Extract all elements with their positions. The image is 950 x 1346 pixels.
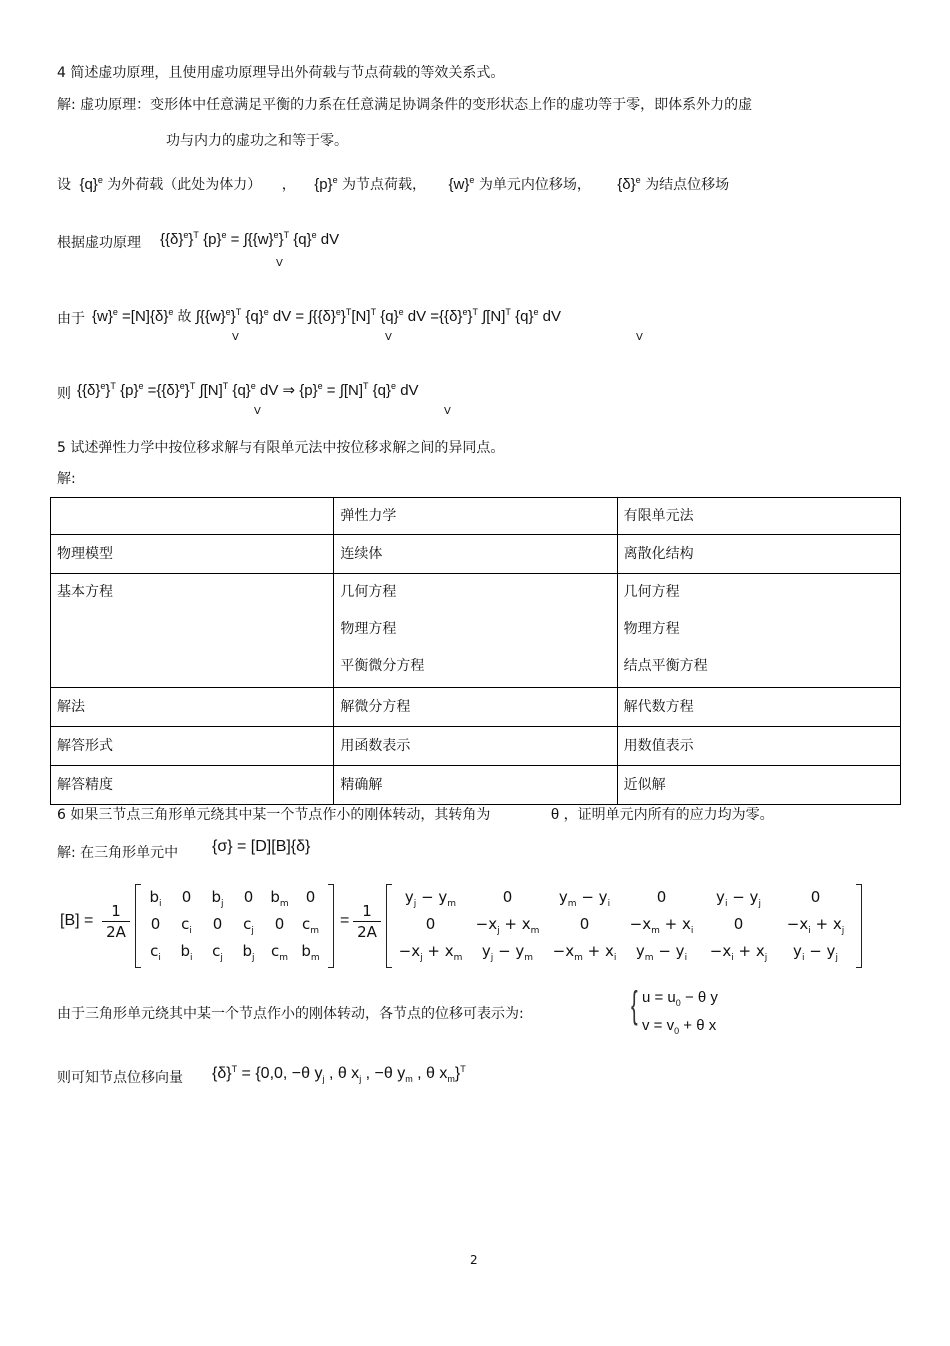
matrix-cell: $-x_j + x_m$ [398, 942, 463, 963]
w-label: 为单元内位移场， [478, 177, 591, 193]
table-row [51, 766, 901, 805]
q6-answer-prefix: 解: 在三角形单元中 [57, 845, 179, 861]
q6-answer-line [57, 842, 178, 862]
row-label: 解法 [51, 688, 334, 727]
elastic-cell: 用函数表示 [334, 727, 617, 766]
u-equation: $u = u_0 - \theta$ y [642, 989, 718, 1008]
matrix-cell: 0 [733, 915, 744, 933]
matrix-cell: $c_m$ [301, 915, 320, 936]
matrix-cell: $y_j - y_m$ [404, 888, 457, 909]
table-header-row [51, 498, 901, 535]
d-label: 为结点位移场 [645, 177, 730, 193]
frac-num: 1 [111, 902, 121, 920]
row-label: 物理模型 [51, 535, 334, 574]
q5-title: 5 试述弹性力学中按位移求解与有限单元法中按位移求解之间的异同点。 [57, 440, 505, 456]
matrix-cell: $c_i$ [181, 915, 192, 936]
fraction-2 [353, 902, 381, 941]
table-row [51, 688, 901, 727]
matrix-cell: $y_m - y_i$ [635, 942, 688, 963]
virtual-work-line [57, 232, 141, 252]
q4-answer-line1: 解: 虚功原理：变形体中任意满足平衡的力系在任意满足协调条件的变形状态上作的虚功等于零，即体系外力的虚 [57, 97, 753, 113]
table-header-cell: 有限单元法 [617, 498, 900, 535]
then-equation: $\{\{\delta\}^e\}^T$ $\{p\}^e =\{\{\delta\}^e\}^T$ $\int[N]^T$ $\{q\}^e$ dV ⇒ $\{p\}^e = \int[N]^T$ $\{q\}^e$ dV [77, 381, 419, 399]
fem-cell: 结点平衡方程 [623, 658, 708, 674]
fem-cell: 解代数方程 [617, 688, 900, 727]
vector-equation: $\{\delta\}^T = \{0,0$, −θ $y_j$ , θ $x_j$ , −θ $y_m$ , θ $x_m\}^T$ [212, 1064, 466, 1084]
matrix-cell: $b_j$ [242, 942, 255, 963]
theta-symbol: θ [550, 806, 560, 823]
matrix-cell: $y_i - y_j$ [793, 942, 838, 963]
matrix-cell: 0 [425, 915, 436, 933]
matrix-cell: 0 [656, 888, 667, 906]
elastic-cell: 几何方程 [340, 584, 397, 600]
table-header-cell [51, 498, 334, 535]
matrix-cell: $y_j - y_m$ [481, 942, 534, 963]
therefore-word: 故 [177, 308, 192, 324]
matrix-cell: $-x_i + x_j$ [786, 915, 845, 936]
fem-cell: 用数值表示 [617, 727, 900, 766]
fraction-1 [102, 902, 130, 941]
matrix-cell: $c_m$ [270, 942, 289, 963]
fem-cell: 物理方程 [623, 621, 680, 637]
q-label: 为外荷载（此处为体力） [107, 177, 262, 193]
b-lhs: [B] = [60, 912, 94, 929]
set-prefix: 设 [57, 177, 71, 193]
row-label: 解答形式 [51, 727, 334, 766]
matrix-cell: 0 [502, 888, 513, 906]
row-label: 解答精度 [51, 766, 334, 805]
then-prefix: 则 [57, 386, 71, 402]
q6-title [57, 804, 774, 824]
vec-text: 则可知节点位移向量 [57, 1070, 183, 1086]
table-header-cell: 弹性力学 [334, 498, 617, 535]
q6-title-part-b: ，证明单元内所有的应力均为零。 [563, 807, 774, 823]
elastic-cell: 物理方程 [340, 621, 397, 637]
right-bracket [856, 884, 862, 968]
disp-text: 由于三角形单元绕其中某一个节点作小的刚体转动，各节点的位移可表示为: [57, 1006, 524, 1022]
matrix-cell: $c_j$ [243, 915, 254, 936]
since-equation: $\{w\}^e =[N]\{\delta\}^e$ 故 $\int\{\{w\}^e\}^T$ $\{q\}^e$ dV = $\int\{\{\delta\}^e\}^T[N]^T$ $\{q\}^e$ dV $=\{\{\delta\}^e\}^T$ $\int[N]^T$ $\{q\}^e$ dV [92, 307, 561, 325]
equals-sign: = [340, 912, 350, 929]
matrix-cell: $b_i$ [180, 942, 193, 963]
virtual-work-equation: $\{\{\delta\}^e\}^T$ $\{p\}^e = \int\{\{w\}^e\}^T$ $\{q\}^e$ dV [160, 230, 340, 248]
matrix-cell: 0 [810, 888, 821, 906]
sigma-equation: {σ} = [D][B]{δ} [212, 838, 311, 855]
table-row [51, 535, 901, 574]
since-line [57, 308, 85, 328]
since-prefix: 由于 [57, 311, 85, 327]
matrix-cell: 0 [305, 888, 316, 906]
elastic-cell: 连续体 [334, 535, 617, 574]
then-line [57, 383, 71, 403]
matrix-cell: 0 [181, 888, 192, 906]
fem-cell: 近似解 [617, 766, 900, 805]
frac-den: 2A [357, 923, 377, 941]
elastic-cell: 平衡微分方程 [340, 658, 425, 674]
matrix-cell: $c_i$ [150, 942, 161, 963]
q4-definitions: 设 $\{q\}^e$ 为外荷载（此处为体力） ， $\{p\}^e$ 为节点荷载， $\{w\}^e$ 为单元内位移场， $\{\delta\}^e$ 为结点位移场 [57, 175, 730, 193]
q6-title-part-a: 6 如果三节点三角形单元绕其中某一个节点作小的刚体转动，其转角为 [57, 807, 491, 823]
matrix-cell: $b_i$ [149, 888, 162, 909]
right-bracket [328, 884, 334, 968]
matrix-cell: $y_i - y_j$ [716, 888, 761, 909]
matrix-cell: $b_m$ [301, 942, 320, 963]
elastic-cell: 解微分方程 [334, 688, 617, 727]
frac-num: 1 [362, 902, 372, 920]
p-label: 为节点荷载， [342, 177, 427, 193]
brace: { [631, 985, 638, 1027]
fem-cell: 离散化结构 [617, 535, 900, 574]
matrix-cell: 0 [150, 915, 161, 933]
fem-cell: 几何方程 [623, 584, 680, 600]
matrix-cell: $-x_i + x_j$ [709, 942, 768, 963]
comparison-table [50, 497, 901, 805]
matrix-cell: $b_j$ [211, 888, 224, 909]
page-number: 2 [470, 1253, 478, 1267]
matrix-cell: $-x_m + x_i$ [552, 942, 617, 963]
q5-answer: 解: [57, 471, 76, 487]
table-row [51, 574, 901, 688]
elastic-cell: 精确解 [334, 766, 617, 805]
matrix-cell: $-x_j + x_m$ [475, 915, 540, 936]
frac-den: 2A [106, 923, 126, 941]
matrix-cell: $-x_m + x_i$ [629, 915, 694, 936]
matrix-cell: 0 [243, 888, 254, 906]
virtual-prefix: 根据虚功原理 [57, 235, 141, 251]
row-label: 基本方程 [57, 584, 113, 600]
matrix-cell: 0 [579, 915, 590, 933]
separator: ， [281, 177, 296, 193]
v-equation: $v = v_0 + \theta$ x [642, 1017, 717, 1036]
table-row [51, 727, 901, 766]
matrix-cell: $y_m - y_i$ [558, 888, 611, 909]
matrix-cell: $b_m$ [270, 888, 289, 909]
matrix-cell: $c_j$ [212, 942, 223, 963]
matrix-cell: 0 [274, 915, 285, 933]
q4-title: 4 简述虚功原理，且使用虚功原理导出外荷载与节点荷载的等效关系式。 [57, 65, 505, 81]
q4-answer-line2: 功与内力的虚功之和等于零。 [166, 133, 348, 149]
matrix-cell: 0 [212, 915, 223, 933]
